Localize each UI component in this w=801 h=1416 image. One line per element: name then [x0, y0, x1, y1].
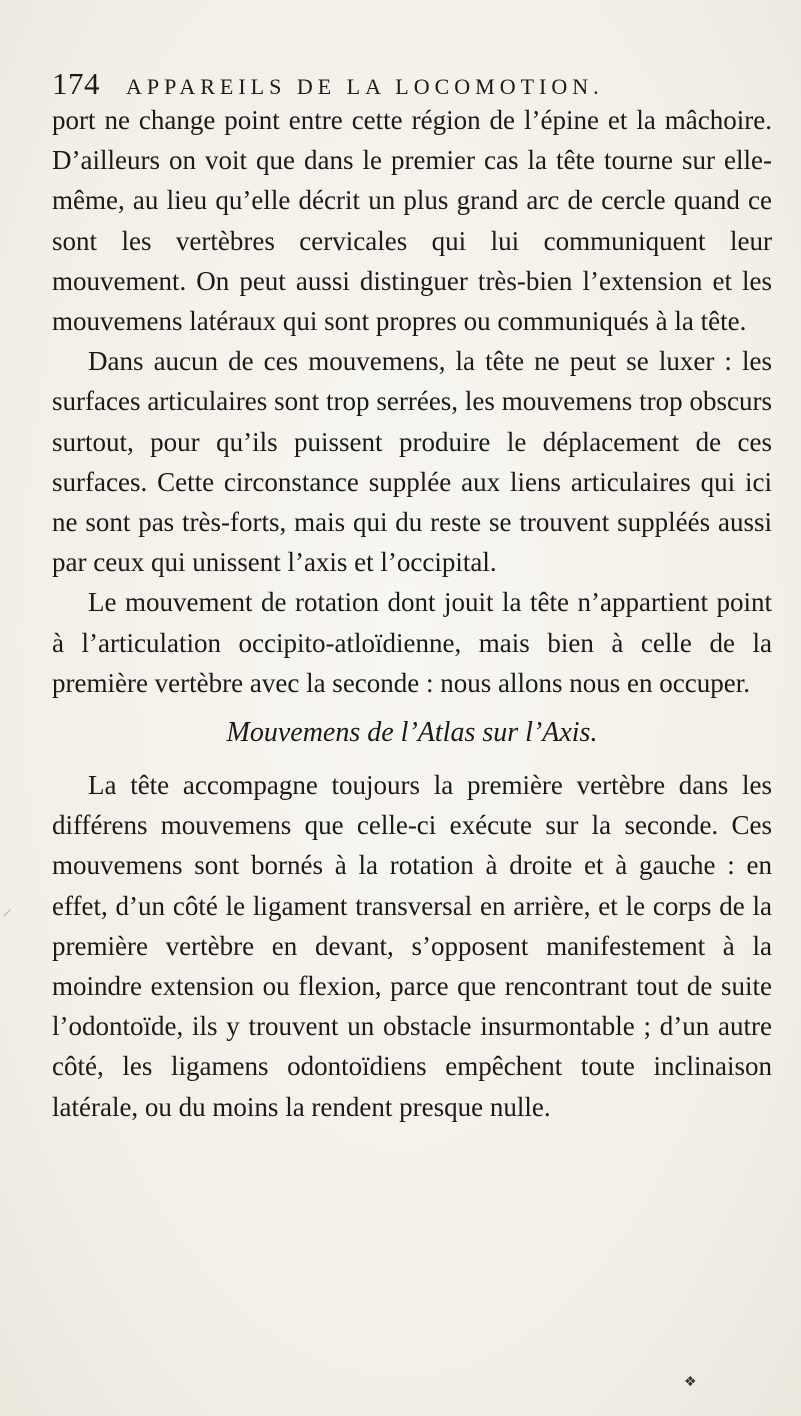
page-number: 174 [52, 66, 100, 101]
paragraph: port ne change point entre cette région de l’épine et la mâchoire. D’ailleurs on voit que dans le premier cas la tête tourne sur elle-même, au lieu qu’elle décrit un plus grand arc de cercle quand ce sont les vertèbres cervicales qui lui communiquent leur mouvement. On peut aussi distinguer très-bien l’extension et les mouvemens latéraux qui sont propres ou communiqués à la tête. [52, 105, 772, 337]
running-title: APPAREILS DE LA LOCOMOTION. [126, 74, 604, 99]
paragraph: Le mouvement de rotation dont jouit la tête n’appartient point à l’articulation occipito-atloïdienne, mais bien à celle de la première vertèbre avec la seconde : nous allons nous en occuper. [52, 587, 772, 698]
section-heading: Mouvemens de l’Atlas sur l’Axis. [226, 717, 598, 749]
paragraph: La tête accompagne toujours la première vertèbre dans les différens mouvemens que celle-ci exécute sur la seconde. Ces mouvemens sont bornés à la rotation à droite et à gauche : en effet, d’un côté le ligament transversal en arrière, et le corps de la première vertèbre en devant, s’opposent manifestement à la moindre extension ou flexion, parce que rencontrant tout de suite l’odontoïde, ils y trouvent un obstacle insurmontable ; d’un autre côté, les ligamens odontoïdiens empêchent toute inclinaison latérale, ou du moins la rendent presque nulle. [52, 770, 772, 1122]
page-mark: ❖ [684, 1375, 697, 1390]
margin-mark: ⸝ [2, 898, 12, 920]
paragraph: Dans aucun de ces mouvemens, la tête ne peut se luxer : les surfaces articulaires sont trop serrées, les mouvemens trop obscurs surtout, pour qu’ils puissent produire le déplacement de ces surfaces. Cette circonstance supplée aux liens articulaires qui ici ne sont pas très-forts, mais qui du reste se trouvent suppléés aussi par ceux qui unissent l’axis et l’occipital. [52, 346, 772, 578]
text-block [52, 100, 772, 1127]
